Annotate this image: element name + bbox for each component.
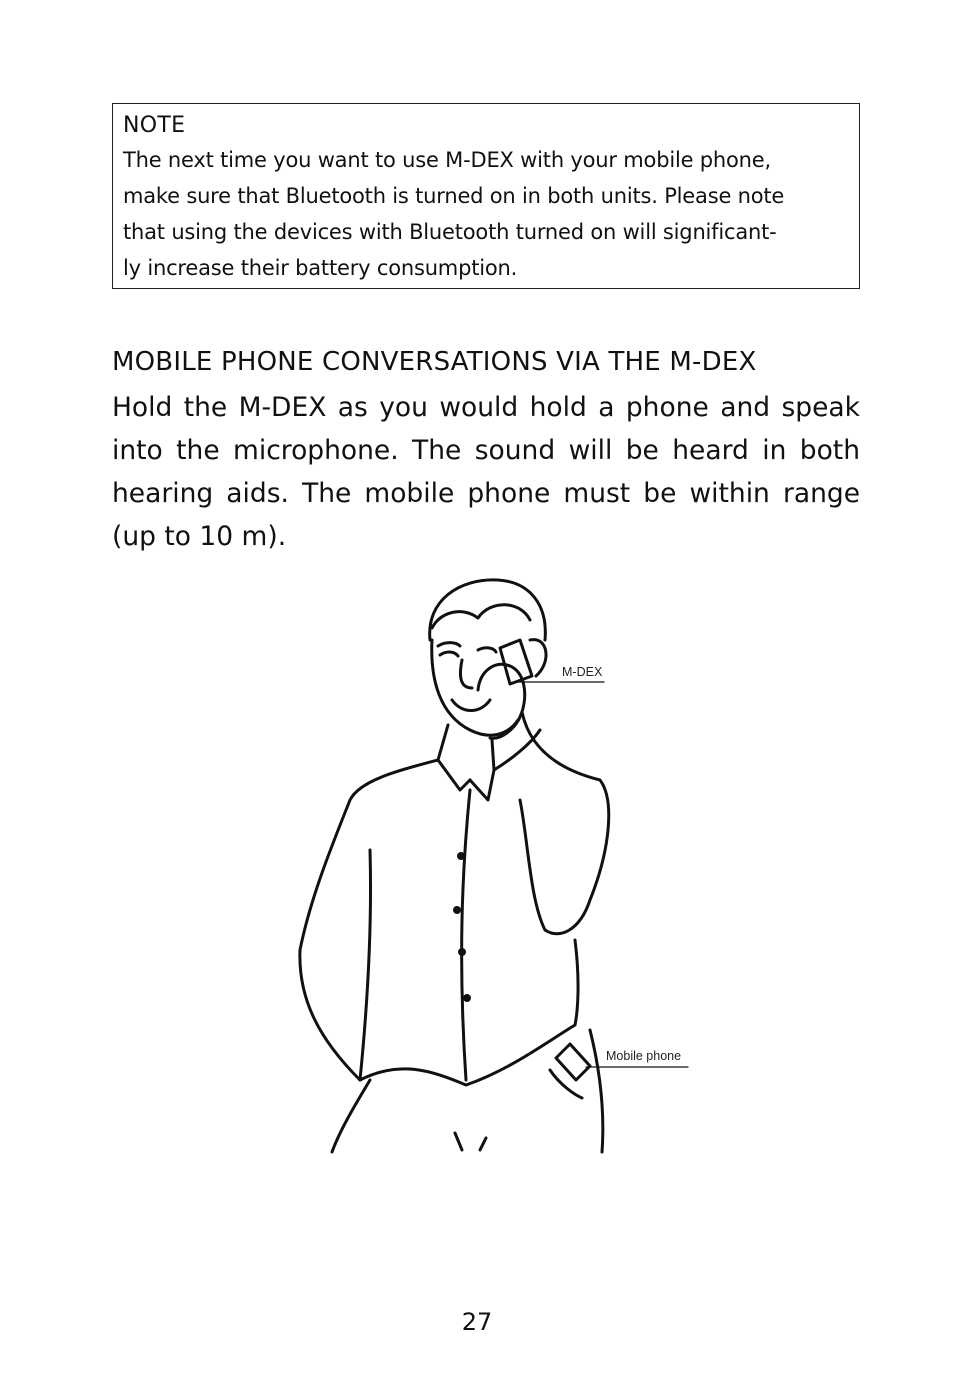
crotch-left <box>455 1133 462 1150</box>
hand <box>478 664 525 738</box>
right-leg <box>590 1030 603 1152</box>
mouth <box>452 700 490 711</box>
man-on-phone-illustration <box>280 570 720 1160</box>
left-eye <box>440 652 458 656</box>
collar-right <box>470 770 494 800</box>
neck-right <box>492 740 494 770</box>
shirt-button <box>459 854 464 859</box>
right-eye <box>478 648 496 652</box>
left-arm <box>300 950 360 1080</box>
pocket <box>550 1070 582 1098</box>
torso-left <box>360 850 371 1080</box>
right-forearm <box>520 800 590 934</box>
page-number: 27 <box>461 1308 493 1336</box>
ear <box>530 640 546 676</box>
note-body: The next time you want to use M-DEX with your mobile phone, make sure that Bluetooth is turned on in both units. Please note that using the devices with Bluetooth turned on will significant- ly increase their battery consumption. <box>123 148 785 280</box>
mdex-callout-label: M-DEX <box>562 665 603 679</box>
crotch-right <box>480 1138 486 1150</box>
shirt-hem <box>360 1025 575 1085</box>
left-leg <box>332 1080 370 1152</box>
shirt-placket <box>462 790 470 1080</box>
neck <box>438 725 448 760</box>
mobile-phone <box>556 1044 590 1080</box>
shirt-button <box>460 950 465 955</box>
mobile-phone-callout-label: Mobile phone <box>606 1049 682 1063</box>
collar-left <box>438 760 470 790</box>
hair-line <box>432 605 530 628</box>
mdex-device <box>500 640 532 684</box>
section-heading: MOBILE PHONE CONVERSATIONS VIA THE M-DEX <box>112 347 757 377</box>
torso-right <box>575 940 578 1025</box>
brow <box>438 643 460 646</box>
shirt-button <box>465 996 470 1001</box>
right-upper-arm <box>522 712 609 900</box>
section-body: Hold the M-DEX as you would hold a phone and speak into the microphone. The sound will be heard in both hearing aids. The mobile phone must be within range (up to 10 m). <box>112 392 860 552</box>
note-title: NOTE <box>123 113 186 138</box>
nose <box>460 660 472 688</box>
note-box <box>112 103 860 289</box>
shirt-button <box>455 908 460 913</box>
